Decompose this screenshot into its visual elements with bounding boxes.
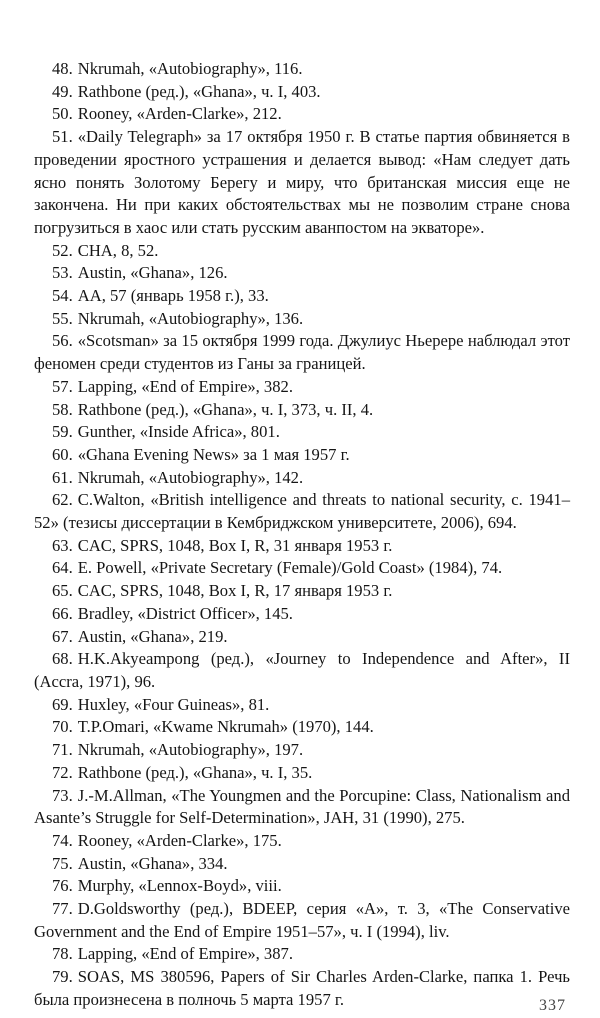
endnote-number: 70. (52, 717, 73, 737)
endnote-item (34, 875, 570, 898)
endnotes-list (34, 58, 570, 1012)
endnote-number: 61. (52, 467, 73, 487)
endnote-text: «Daily Telegraph» за 17 октября 1950 г. В статье партия обвиняется в проведении яростного устрашения и делается вывод: «Нам следует дать ясно понять Золотому Берегу и миру, что британская миссия еще не закончена. Ни при каких обстоятельствах мы не позволим стране снова погрузиться в хаос или стать русским аванпостом на экваторе». (34, 127, 570, 237)
endnote-text: Rooney, «Arden-Clarke», 212. (77, 104, 282, 124)
endnote-item (34, 716, 570, 739)
endnote-number: 65. (52, 581, 73, 601)
endnote-item (34, 694, 570, 717)
endnote-number: 76. (52, 876, 73, 896)
endnote-text: «Scotsman» за 15 октября 1999 года. Джулиус Ньерере наблюдал этот феномен среди студентов из Ганы за границей. (34, 331, 570, 374)
endnote-item (34, 785, 570, 830)
endnote-number: 54. (52, 286, 73, 306)
endnote-item (34, 557, 570, 580)
endnote-number: 71. (52, 740, 73, 760)
endnote-item (34, 376, 570, 399)
endnote-text: D.Goldsworthy (ред.), BDEEP, серия «A», т. 3, «The Conservative Government and the End of Empire 1951–57», ч. I (1994), liv. (34, 899, 570, 941)
endnote-number: 67. (52, 626, 73, 646)
endnote-item (34, 830, 570, 853)
endnote-number: 51. (52, 127, 73, 147)
endnote-number: 69. (52, 694, 73, 714)
endnote-text: Lapping, «End of Empire», 387. (77, 944, 293, 964)
endnote-number: 74. (52, 830, 73, 850)
endnote-item (34, 626, 570, 649)
endnote-item (34, 103, 570, 126)
endnote-item (34, 308, 570, 331)
endnote-item (34, 81, 570, 104)
endnote-text: E. Powell, «Private Secretary (Female)/Gold Coast» (1984), 74. (77, 558, 503, 578)
endnote-number: 56. (52, 331, 73, 351)
endnote-text: Lapping, «End of Empire», 382. (77, 376, 293, 396)
endnote-number: 53. (52, 263, 73, 283)
endnote-text: Gunther, «Inside Africa», 801. (77, 422, 280, 442)
endnote-text: AA, 57 (январь 1958 г.), 33. (77, 286, 269, 306)
endnote-number: 78. (52, 944, 73, 964)
endnote-text: Nkrumah, «Autobiography», 136. (77, 308, 304, 328)
endnote-text: Huxley, «Four Guineas», 81. (77, 694, 270, 714)
endnote-text: Nkrumah, «Autobiography», 116. (77, 59, 303, 78)
endnote-number: 55. (52, 308, 73, 328)
endnote-number: 52. (52, 240, 73, 260)
endnote-item (34, 648, 570, 693)
endnote-item (34, 444, 570, 467)
endnote-number: 68. (52, 649, 73, 669)
endnote-number: 62. (52, 490, 73, 510)
endnote-item (34, 421, 570, 444)
endnote-text: Rooney, «Arden-Clarke», 175. (77, 830, 282, 850)
endnote-item (34, 58, 570, 81)
endnote-item (34, 603, 570, 626)
endnote-item (34, 240, 570, 263)
endnote-item (34, 126, 570, 240)
endnote-number: 58. (52, 399, 73, 419)
endnote-item (34, 853, 570, 876)
endnote-text: SOAS, MS 380596, Papers of Sir Charles Arden-Clarke, папка 1. Речь была произнесена в полночь 5 марта 1957 г. (34, 967, 570, 1009)
endnote-number: 50. (52, 104, 73, 124)
endnote-text: Austin, «Ghana», 334. (77, 853, 228, 873)
endnote-text: Rathbone (ред.), «Ghana», ч. I, 35. (77, 762, 313, 782)
endnote-item (34, 762, 570, 785)
endnote-item (34, 580, 570, 603)
endnote-item (34, 898, 570, 943)
endnote-number: 77. (52, 899, 73, 919)
endnote-item (34, 535, 570, 558)
endnote-item (34, 739, 570, 762)
endnote-item (34, 489, 570, 534)
endnote-text: CAC, SPRS, 1048, Box I, R, 31 января 1953 г. (77, 535, 393, 555)
endnotes-page (34, 58, 570, 1012)
endnote-number: 59. (52, 422, 73, 442)
endnote-text: Rathbone (ред.), «Ghana», ч. I, 373, ч. II, 4. (77, 399, 374, 419)
endnote-text: Austin, «Ghana», 219. (77, 626, 228, 646)
endnote-text: Rathbone (ред.), «Ghana», ч. I, 403. (77, 81, 321, 101)
endnote-item (34, 285, 570, 308)
endnote-number: 75. (52, 853, 73, 873)
endnote-item (34, 262, 570, 285)
endnote-text: Nkrumah, «Autobiography», 197. (77, 740, 304, 760)
endnote-number: 66. (52, 603, 73, 623)
endnote-number: 79. (52, 967, 73, 987)
endnote-text: CAC, SPRS, 1048, Box I, R, 17 января 1953 г. (77, 581, 393, 601)
endnote-item (34, 330, 570, 375)
endnote-number: 72. (52, 762, 73, 782)
endnote-number: 48. (52, 59, 73, 78)
endnote-number: 64. (52, 558, 73, 578)
endnote-text: J.-M.Allman, «The Youngmen and the Porcupine: Class, Nationalism and Asante’s Struggle for Self-Determination», JAH, 31 (1990), 275. (34, 785, 570, 828)
endnote-item (34, 943, 570, 966)
endnote-text: Murphy, «Lennox-Boyd», viii. (77, 876, 282, 896)
endnote-text: Bradley, «District Officer», 145. (77, 603, 293, 623)
page-number: 337 (539, 996, 566, 1014)
endnote-item (34, 966, 570, 1011)
endnote-number: 57. (52, 376, 73, 396)
endnote-text: «Ghana Evening News» за 1 мая 1957 г. (77, 444, 350, 464)
endnote-text: CHA, 8, 52. (77, 240, 159, 260)
endnote-text: Nkrumah, «Autobiography», 142. (77, 467, 304, 487)
endnote-number: 60. (52, 444, 73, 464)
endnote-text: T.P.Omari, «Kwame Nkrumah» (1970), 144. (77, 717, 374, 737)
endnote-text: H.K.Akyeampong (ред.), «Journey to Independence and After», II (Accra, 1971), 96. (34, 649, 570, 691)
endnote-text: Austin, «Ghana», 126. (77, 263, 228, 283)
endnote-number: 73. (52, 785, 73, 805)
endnote-number: 49. (52, 81, 73, 101)
endnote-item (34, 467, 570, 490)
endnote-number: 63. (52, 535, 73, 555)
endnote-item (34, 399, 570, 422)
endnote-text: C.Walton, «British intelligence and threats to national security, c. 1941–52» (тезисы диссертации в Кембриджском университете, 2006), 694. (34, 490, 570, 533)
